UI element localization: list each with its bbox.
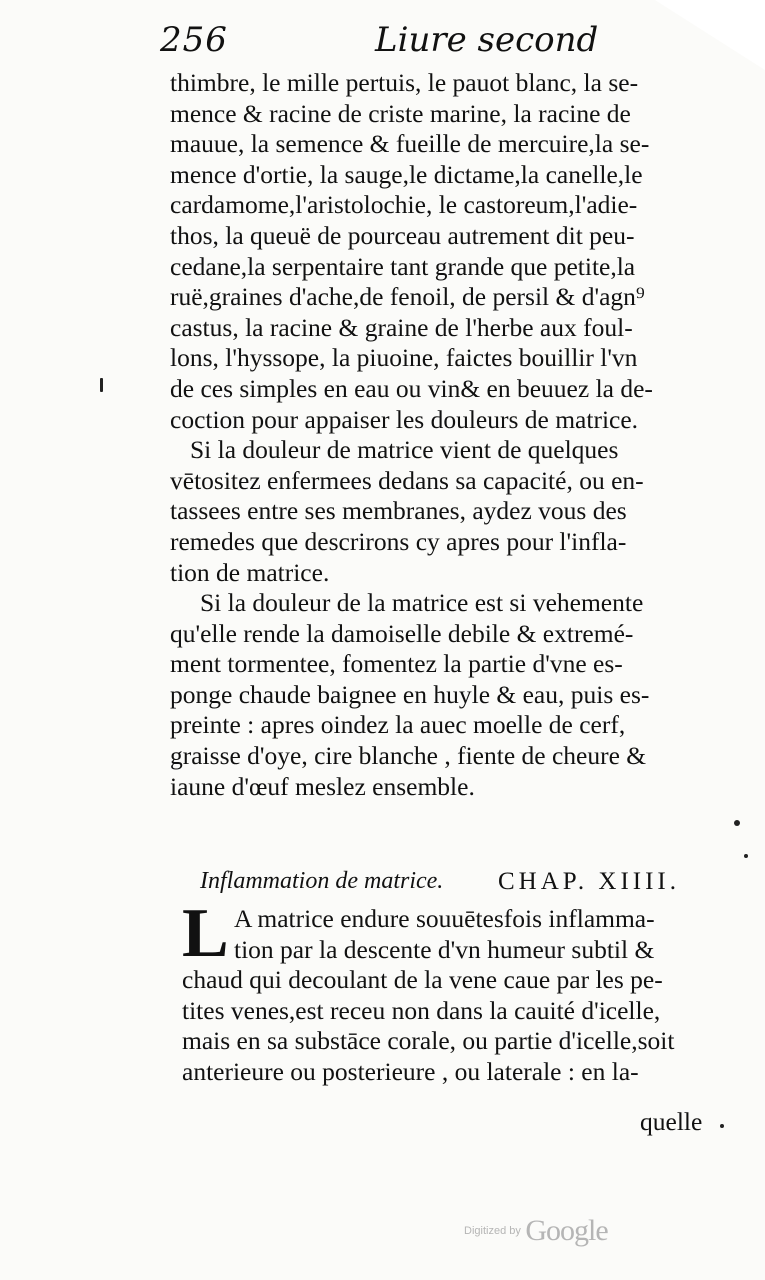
text-line: ruë,graines d'ache,de fenoil, de persil & d'agn⁹ [170, 282, 645, 312]
chapter-number: CHAP. XIIII. [497, 868, 680, 895]
ink-spot [720, 1124, 724, 1128]
text-line: graisse d'oye, cire blanche , fiente de cheure & [170, 741, 647, 771]
text-line: A matrice endure souuētesfois inflamma- [234, 904, 655, 933]
paragraph-3 [170, 588, 696, 802]
paragraph-1 [170, 68, 696, 435]
ink-spot [734, 820, 740, 826]
text-line: lons, l'hyssope, la piuoine, faictes bouillir l'vn [170, 343, 638, 373]
text-line: castus, la racine & graine de l'herbe aux foul- [170, 312, 633, 342]
watermark-brand: Google [525, 1214, 608, 1247]
text-line: Si la douleur de la matrice est si vehemente [200, 588, 644, 618]
drop-cap: L [182, 895, 229, 972]
text-line: cardamome,l'aristolochie, le castoreum,l'adie- [170, 190, 638, 220]
text-line: tion par la descente d'vn humeur subtil & [234, 934, 655, 964]
chapter-body [182, 895, 698, 1088]
text-line: remedes que descrirons cy apres pour l'infla- [170, 526, 627, 556]
text-line: cedane,la serpentaire tant grande que petite,la [170, 251, 636, 281]
ink-spot [100, 378, 103, 392]
text-line: mence d'ortie, la sauge,le dictame,la canelle,le [170, 159, 643, 189]
text-line: coction pour appaiser les douleurs de matrice. [170, 404, 639, 434]
text-line: tassees entre ses membranes, aydez vous des [170, 496, 627, 526]
paragraph-2 [170, 435, 696, 588]
page-number: 256 [160, 20, 228, 60]
watermark-prefix: Digitized by [464, 1225, 521, 1237]
text-line: qu'elle rende la damoiselle debile & extremé- [170, 618, 634, 648]
chapter-title: Inflammation de matrice. [200, 868, 444, 894]
text-line: mauue, la semence & fueille de mercuire,la se- [170, 129, 650, 159]
text-line: mais en sa substāce corale, ou partie d'icelle,soit [182, 1026, 675, 1056]
chapter-heading [190, 868, 690, 902]
text-line: ment tormentee, fomentez la partie d'vne es- [170, 649, 623, 679]
text-line: thos, la queuë de pourceau autrement dit peu- [170, 220, 635, 250]
text-line: tites venes,est receu non dans la cauité d'icelle, [182, 995, 661, 1025]
catchword: quelle [640, 1107, 703, 1136]
text-line: iaune d'œuf meslez ensemble. [170, 771, 475, 801]
text-line: chaud qui decoulant de la vene caue par les pe- [182, 965, 663, 995]
running-head: Liure second [375, 20, 599, 60]
text-line: thimbre, le mille pertuis, le pauot blanc, la se- [170, 68, 639, 97]
ink-spot [744, 854, 748, 858]
text-line: Si la douleur de matrice vient de quelques [190, 435, 619, 465]
text-line: preinte : apres oindez la auec moelle de cerf, [170, 710, 626, 740]
text-line: ponge chaude baignee en huyle & eau, puis es- [170, 679, 650, 709]
page-header [160, 20, 700, 68]
text-line: tion de matrice. [170, 557, 330, 587]
body-text [170, 68, 696, 802]
text-line: mence & racine de criste marine, la racine de [170, 98, 631, 128]
text-line: vētositez enfermees dedans sa capacité, ou en- [170, 465, 644, 495]
text-line: de ces simples en eau ou vin& en beuuez la de- [170, 373, 653, 403]
digitized-by-google-watermark [464, 1214, 608, 1248]
text-line: anterieure ou posterieure , ou laterale : en la- [182, 1056, 639, 1086]
